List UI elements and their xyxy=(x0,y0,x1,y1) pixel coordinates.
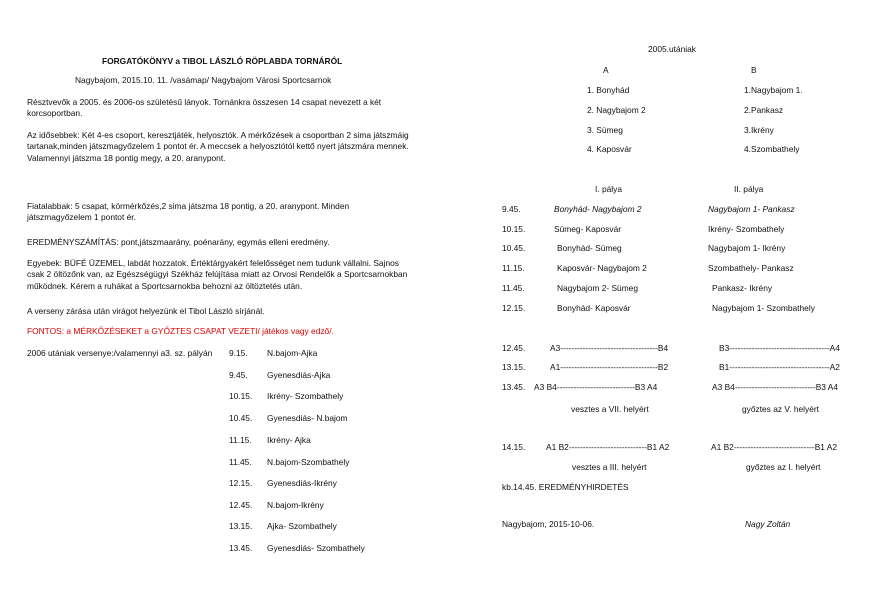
group-a-label: A xyxy=(603,65,609,75)
signature-place-date: Nagybajom, 2015-10-06. xyxy=(502,519,595,529)
court-1-label: I. pálya xyxy=(595,184,623,194)
schedule-time: 13.15. xyxy=(229,521,253,531)
cross-time: 12.45. xyxy=(502,343,526,353)
cross-court-1: A3-----------------------------------B4 xyxy=(550,343,669,353)
final-court-2: A1 B2-----------------------------B1 A2 xyxy=(711,442,838,452)
match-time: 10.15. xyxy=(502,224,526,234)
match-time: 11.15. xyxy=(502,263,525,273)
third-place-label: vesztes a III. helyért xyxy=(572,462,647,472)
fifth-place-label: győztes az V. helyért xyxy=(742,404,819,414)
group-b-team: 3.Ikrény xyxy=(744,125,774,135)
match-time: 9.45. xyxy=(502,204,521,214)
older-heading: 2005.utániak xyxy=(648,44,696,54)
schedule-match: N.bajom-Ikrény xyxy=(267,500,324,510)
group-b-team: 4.Szombathely xyxy=(744,144,800,154)
court-2-label: II. pálya xyxy=(734,184,764,194)
schedule-match: Gyenesdiás-Ikrény xyxy=(267,478,337,488)
match-court-1: Kaposvár- Nagybajom 2 xyxy=(557,263,647,273)
cross-court-1: A3 B4----------------------------B3 A4 xyxy=(534,382,658,392)
match-time: 12.15. xyxy=(502,303,526,313)
schedule-match: Ikrény- Ajka xyxy=(267,435,311,445)
document-subtitle: Nagybajom, 2015.10. 11. /vasámap/ Nagybajom Városi Sportcsarnok xyxy=(75,75,332,85)
signature-name: Nagy Zoltán xyxy=(745,519,791,529)
match-court-1: Bonyhád- Sümeg xyxy=(557,243,622,253)
schedule-match: Ajka- Szombathely xyxy=(267,521,337,531)
memorial-paragraph: A verseny zárása után virágot helyezünk el Tibol László sírjánál. xyxy=(27,306,265,316)
match-court-2: Pankasz- Ikrény xyxy=(712,283,773,293)
schedule-time: 13.45. xyxy=(229,543,253,553)
schedule-time: 10.45. xyxy=(229,413,253,423)
match-court-2: Nagybajom 1- Pankasz xyxy=(708,204,795,214)
schedule-time: 9.15. xyxy=(229,348,248,358)
schedule-match: Gyenesdiás- N.bajom xyxy=(267,413,348,423)
final-court-1: A1 B2----------------------------B1 A2 xyxy=(546,442,670,452)
group-b-team: 1.Nagybajom 1. xyxy=(744,85,803,95)
misc-paragraph: Egyebek: BÜFÉ ÜZEMEL, labdát hozzatok. Értéktárgyakért felelősséget nem tudunk vállalni. Sajnos csak 2 öltözőnk van, az Egészségügyi Székház felújítása miatt az Orvosi Rendelők a Sportcsarnokban működnek. Kérem a ruhákat a Sportcsarnokba behozni az öltöztetés után. xyxy=(27,258,408,291)
match-court-1: Bonyhád- Kaposvár xyxy=(557,303,631,313)
group-b-team: 2.Pankasz xyxy=(744,105,784,115)
important-notice: FONTOS: a MÉRKŐZÉSEKET a GYŐZTES CSAPAT VEZETI/ játékos vagy edző/. xyxy=(27,326,334,336)
match-court-1: Bonyhád- Nagybajom 2 xyxy=(554,204,642,214)
group-a-team: 1. Bonyhád xyxy=(587,85,630,95)
schedule-match: Ikrény- Szombathely xyxy=(267,391,344,401)
cross-court-2: A3 B4-----------------------------B3 A4 xyxy=(712,382,839,392)
cross-time: 13.15. xyxy=(502,362,526,372)
schedule-match: N.bajom-Ajka xyxy=(267,348,318,358)
match-court-1: Sümeg- Kaposvár xyxy=(554,224,622,234)
scoring-paragraph: EREDMÉNYSZÁMÍTÁS: pont,játszmaarány, poénarány, egymás elleni eredmény. xyxy=(27,237,330,247)
group-a-team: 4. Kaposvár xyxy=(587,144,632,154)
match-court-2: Nagybajom 1- Szombathely xyxy=(712,303,815,313)
cross-court-2: B1------------------------------------A2 xyxy=(719,362,840,372)
schedule-intro: 2006 utániak versenye:/valamennyi a3. sz. pályán xyxy=(27,348,213,358)
schedule-match: N.bajom-Szombathely xyxy=(267,457,350,467)
group-b-label: B xyxy=(751,65,757,75)
match-court-2: Nagybajom 1- Ikrény xyxy=(708,243,786,253)
seventh-place-label: vesztes a VII. helyért xyxy=(571,404,649,414)
schedule-time: 12.15. xyxy=(229,478,253,488)
group-a-team: 3. Sümeg xyxy=(587,125,623,135)
match-court-1: Nagybajom 2- Sümeg xyxy=(557,283,638,293)
final-time: 14.15. xyxy=(502,442,526,452)
first-place-label: győztes az I. helyért xyxy=(746,462,821,472)
schedule-time: 9.45. xyxy=(229,370,248,380)
participants-paragraph: Résztvevők a 2005. és 2006-os születésű lányok. Tornánkra összesen 14 csapat nevezett a két korcsoportban. xyxy=(27,97,382,119)
match-court-2: Szombathely- Pankasz xyxy=(708,263,794,273)
cross-court-2: B3------------------------------------A4 xyxy=(719,343,840,353)
schedule-time: 10.15. xyxy=(229,391,253,401)
cross-court-1: A1-----------------------------------B2 xyxy=(550,362,669,372)
schedule-match: Gyenesdiás-Ajka xyxy=(267,370,331,380)
match-court-2: Ikrény- Szombathely xyxy=(708,224,785,234)
match-time: 11.45. xyxy=(502,283,525,293)
results-announcement: kb.14.45. EREDMÉNYHIRDETÉS xyxy=(502,482,629,492)
cross-time: 13.45. xyxy=(502,382,526,392)
document-title: FORGATÓKÖNYV a TIBOL LÁSZLÓ RÖPLABDA TORNÁRÓL xyxy=(102,56,343,66)
schedule-time: 12.45. xyxy=(229,500,253,510)
match-time: 10.45. xyxy=(502,243,526,253)
schedule-match: Gyenesdiás- Szombathely xyxy=(267,543,365,553)
group-a-team: 2. Nagybajom 2 xyxy=(587,105,646,115)
schedule-time: 11.15. xyxy=(229,435,252,445)
younger-rules-paragraph: Fiatalabbak: 5 csapat, körmérkőzés,2 sima játszma 18 pontig, a 20. aranypont. Minden játszmagyőzelem 1 pontot ér. xyxy=(27,201,350,223)
older-rules-paragraph: Az idősebbek: Két 4-es csoport, keresztjáték, helyosztók. A mérkőzések a csoportban 2 sima játszmáig tartanak,minden játszmagyőzelem 1 pontot ér. A meccsek a helyosztótól kettő nyert játszmára mennek. Valamennyi játszma 18 pontig megy, a 20. aranypont. xyxy=(27,130,409,163)
schedule-time: 11.45. xyxy=(229,457,252,467)
